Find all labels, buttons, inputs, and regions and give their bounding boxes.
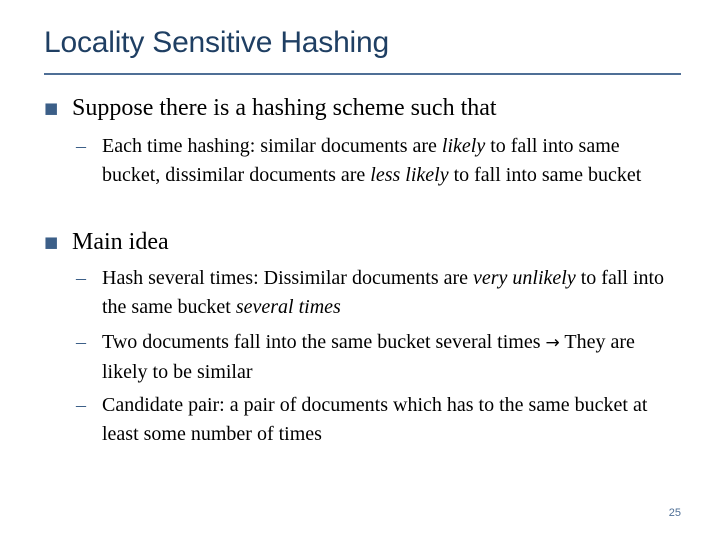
title-rule <box>44 73 681 75</box>
square-bullet-icon: ■ <box>44 99 59 117</box>
sub-bullet-2-2-text: Two documents fall into the same bucket several times → They are likely to be similar <box>102 331 635 383</box>
sub-bullet-2-1-text: Hash several times: Dissimilar documents are very unlikely to fall into the same bucket several times <box>102 267 665 318</box>
bullet-2-text: Main idea <box>72 229 169 255</box>
right-arrow-icon: → <box>545 333 560 353</box>
dash-bullet-icon: – <box>76 331 86 353</box>
dash-bullet-icon: – <box>76 267 86 289</box>
sub-bullet-2-3-text: Candidate pair: a pair of documents which has to the same bucket at least some number of times <box>102 394 648 445</box>
dash-bullet-icon: – <box>76 135 86 157</box>
page-number: 25 <box>668 507 681 519</box>
sub-bullet-1-1-text: Each time hashing: similar documents are likely to fall into same bucket, dissimilar documents are less likely to fall into same bucket <box>102 135 642 186</box>
slide-title: Locality Sensitive Hashing <box>44 26 389 59</box>
bullet-1-text: Suppose there is a hashing scheme such that <box>72 95 497 121</box>
dash-bullet-icon: – <box>76 394 86 416</box>
square-bullet-icon: ■ <box>44 233 59 251</box>
